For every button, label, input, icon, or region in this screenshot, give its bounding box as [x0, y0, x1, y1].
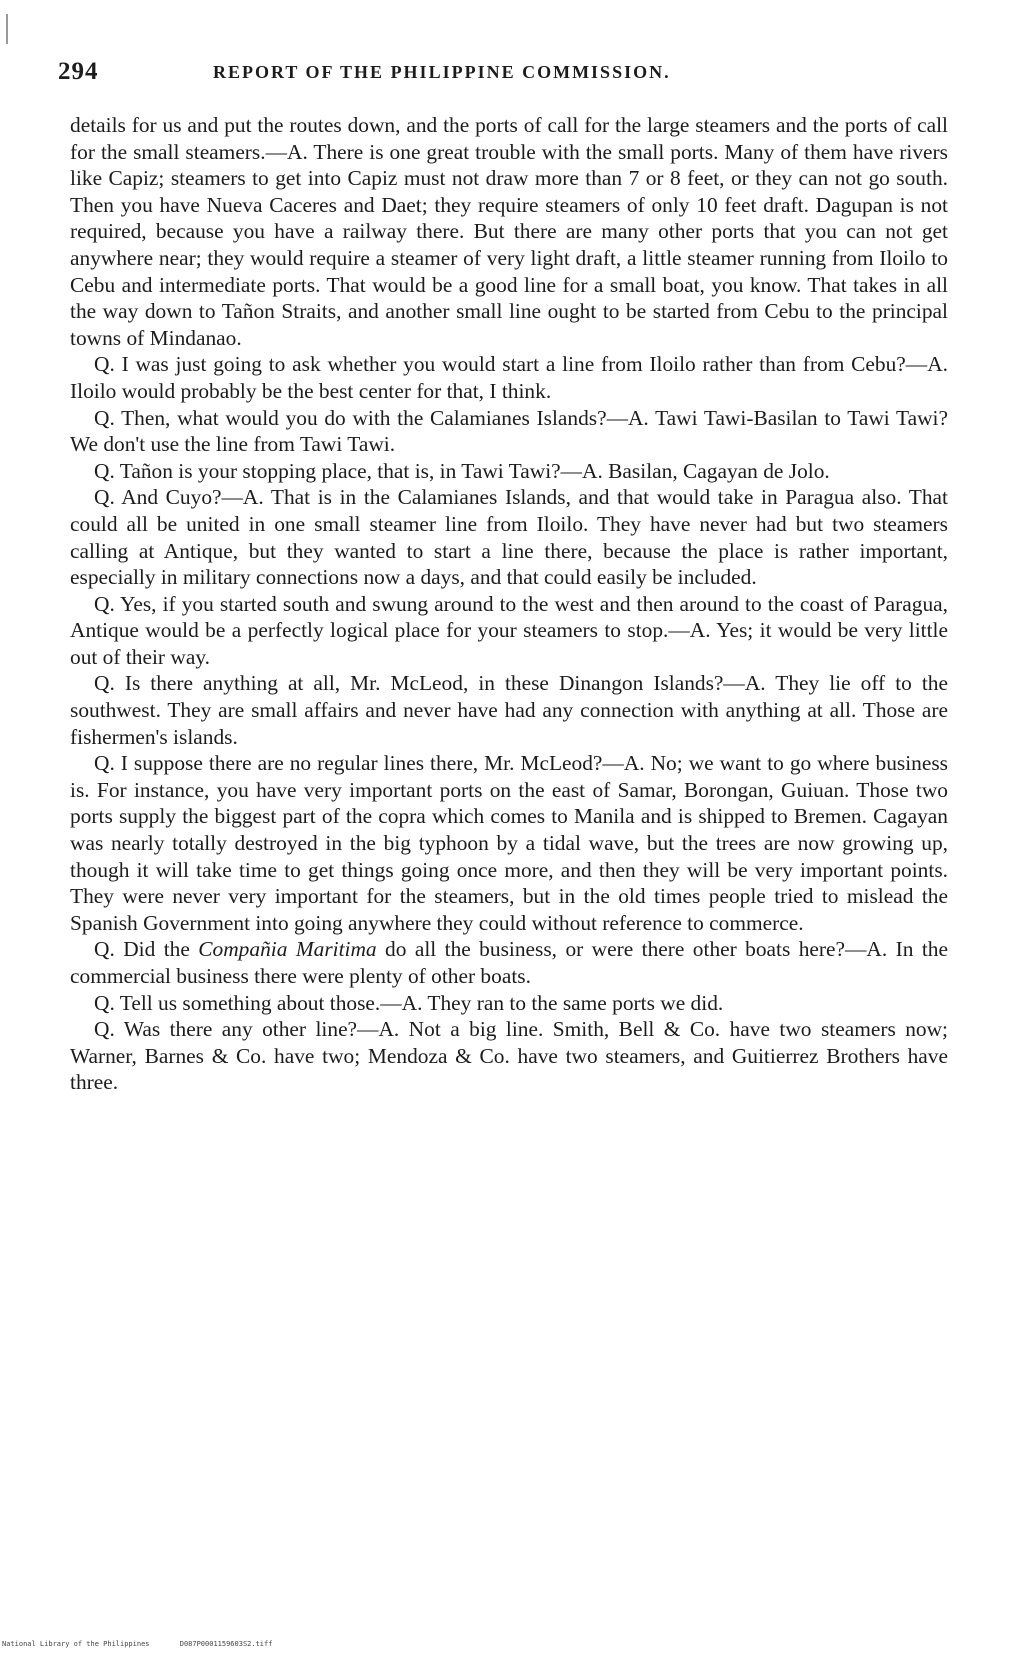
paragraph-qa: Q. Then, what would you do with the Calamianes Islands?—A. Tawi Tawi-Basilan to Tawi Tawi? We don't use the line from Tawi Tawi. [70, 405, 948, 457]
paragraph-qa: Q. And Cuyo?—A. That is in the Calamianes Islands, and that would take in Paragua also. That could all be united in one small steamer line from Iloilo. They have never had but two steamers calling at Antique, but they wanted to start a line there, because the place is rather important, especially in military connections now a days, and that could easily be included. [70, 485, 948, 590]
paragraph-qa: Q. Was there any other line?—A. Not a big line. Smith, Bell & Co. have two steamers now; Warner, Barnes & Co. have two; Mendoza & Co. have two steamers, and Guitierrez Brothers have three. [70, 1017, 948, 1095]
paragraph-continuation: details for us and put the routes down, and the ports of call for the large steamers and the ports of call for the small steamers.—A. There is one great trouble with the small ports. Many of them have rivers like Capiz; steamers to get into Capiz must not draw more than 7 or 8 feet, or they can not go south. Then you have Nueva Caceres and Daet; they require steamers of only 10 feet draft. Dagupan is not required, because you have a railway there. But there are many other ports that you can not get anywhere near; they would require a steamer of very light draft, a little steamer running from Iloilo to Cebu and intermediate ports. That would be a good line for a small boat, you know. That takes in all the way down to Tañon Straits, and another small line ought to be started from Cebu to the principal towns of Mindanao. [70, 113, 948, 350]
paragraph-qa: Q. Tañon is your stopping place, that is, in Tawi Tawi?—A. Basilan, Cagayan de Jolo. [94, 458, 830, 483]
italic-company-name: Compañia Maritima [198, 937, 377, 962]
scan-edge-mark [6, 14, 8, 44]
paragraph-qa: Q. I was just going to ask whether you would start a line from Iloilo rather than from Cebu?—A. Iloilo would probably be the best center for that, I think. [70, 352, 948, 403]
paragraph-qa: Q. Tell us something about those.—A. They ran to the same ports we did. [94, 990, 724, 1015]
page-number: 294 [58, 58, 99, 85]
page-body [70, 112, 948, 1096]
paragraph-qa: Q. I suppose there are no regular lines there, Mr. McLeod?—A. No; we want to go where business is. For instance, you have very important ports on the east of Samar, Borongan, Guiuan. Those two ports supply the biggest part of the copra which comes to Manila and is shipped to Bremen. Cagayan was nearly totally destroyed in the big typhoon by a tidal wave, but the trees are now growing up, though it will take time to get things going once more, and then they will be very important points. They were never very important for the steamers, but in the old times people tried to mislead the Spanish Government into going anywhere they could without reference to commerce. [70, 751, 948, 935]
scan-footer [2, 1640, 272, 1648]
paragraph-qa: Q. Yes, if you started south and swung around to the west and then around to the coast of Paragua, Antique would be a perfectly logical place for your steamers to stop.—A. Yes; it would be very little out of their way. [70, 591, 948, 669]
footer-library: National Library of the Philippines [2, 1640, 150, 1648]
paragraph-text: Q. Did the [94, 937, 199, 962]
paragraph-text: do all the business, or were there other boats here?—A. In the commercial business there were plenty of other boats. [70, 937, 948, 988]
page-header [58, 58, 948, 92]
paragraph-qa-compania [70, 936, 948, 989]
running-head: REPORT OF THE PHILIPPINE COMMISSION. [213, 62, 671, 82]
footer-file: D087P0001159603S2.tiff [179, 1640, 273, 1648]
paragraph-qa: Q. Is there anything at all, Mr. McLeod, in these Dinangon Islands?—A. They lie off to the southwest. They are small affairs and never have had any connection with anything at all. Those are fishermen's islands. [70, 671, 948, 749]
